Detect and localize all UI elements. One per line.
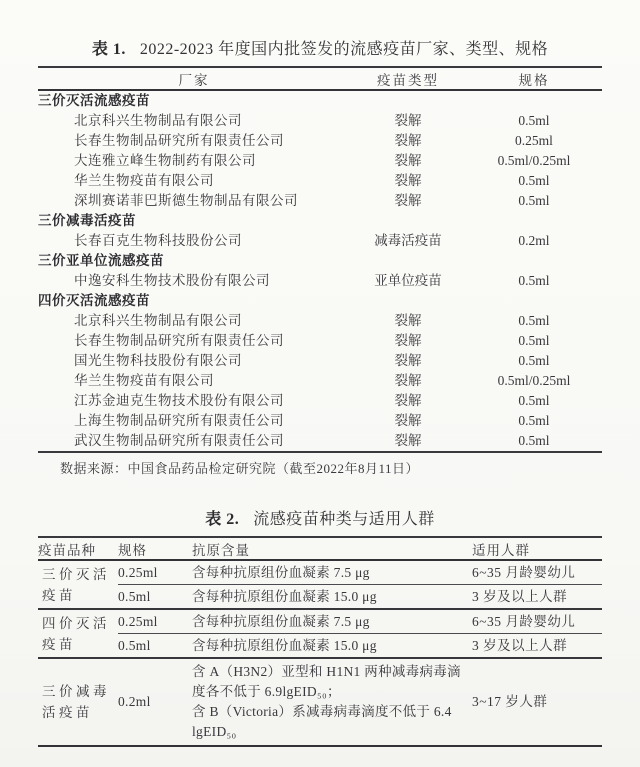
spec-cell: 0.5ml: [518, 333, 550, 348]
table1-source-note: 数据来源：中国食品药品检定研究院（截至2022年8月11日）: [60, 461, 420, 476]
t2-header-antigen: 抗原含量: [192, 537, 472, 560]
manufacturer-cell: 长春生物制品研究所有限责任公司: [74, 333, 284, 348]
table2-row: [38, 585, 602, 610]
t2-header-spec: 规格: [118, 537, 192, 560]
antigen-cell: [192, 609, 472, 634]
table1-section-row: [38, 291, 602, 311]
spec-cell: 0.5ml: [518, 273, 550, 288]
table1-row: [38, 391, 602, 411]
vaccine-type-cell: 裂解: [394, 193, 422, 208]
table1-row: [38, 111, 602, 131]
section-name: 三价减毒活疫苗: [38, 213, 136, 228]
vaccine-type-cell: 裂解: [394, 433, 422, 448]
manufacturer-cell: 北京科兴生物制品有限公司: [74, 313, 242, 328]
table1-vaccine-manufacturers: [38, 66, 602, 453]
population-cell: 3 岁及以上人群: [472, 585, 602, 610]
table1-row: [38, 431, 602, 452]
table1-row: [38, 351, 602, 371]
spec-cell: 0.5ml: [518, 393, 550, 408]
table2-header-row: [38, 537, 602, 560]
vaccine-type-cell: 裂解: [394, 113, 422, 128]
table2-row: [38, 634, 602, 659]
population-cell: 3 岁及以上人群: [472, 634, 602, 659]
antigen-cell: [192, 634, 472, 659]
spec-cell: 0.2ml: [518, 233, 550, 248]
manufacturer-cell: 中逸安科生物技术股份有限公司: [74, 273, 270, 288]
antigen-cell: [192, 560, 472, 585]
t2-header-variety: 疫苗品种: [38, 537, 118, 560]
table1-row: [38, 151, 602, 171]
table1-row: [38, 231, 602, 251]
spec-cell: 0.5ml: [518, 413, 550, 428]
population-cell: 3~17 岁人群: [472, 694, 548, 709]
table1-section-row: [38, 251, 602, 271]
manufacturer-cell: 国光生物科技股份有限公司: [74, 353, 242, 368]
table2-body: [38, 560, 602, 746]
manufacturer-cell: 上海生物制品研究所有限责任公司: [74, 413, 284, 428]
manufacturer-cell: 长春生物制品研究所有限责任公司: [74, 133, 284, 148]
table2-row: [38, 560, 602, 585]
table1-row: [38, 331, 602, 351]
vaccine-type-cell: 裂解: [394, 133, 422, 148]
table2-section: [38, 506, 602, 747]
vaccine-type-cell: 裂解: [394, 393, 422, 408]
table1-row: [38, 271, 602, 291]
variety-cell: 四价灭活疫苗: [38, 609, 118, 658]
vaccine-type-cell: 裂解: [394, 153, 422, 168]
manufacturer-cell: 长春百克生物科技股份公司: [74, 233, 242, 248]
vaccine-type-cell: 裂解: [394, 333, 422, 348]
manufacturer-cell: 武汉生物制品研究所有限责任公司: [74, 433, 284, 448]
vaccine-type-cell: 裂解: [394, 373, 422, 388]
spec-cell: 0.5ml: [118, 634, 192, 659]
table1-row: [38, 191, 602, 211]
table2-title: [38, 506, 602, 529]
manufacturer-cell: 北京科兴生物制品有限公司: [74, 113, 242, 128]
table2-vaccine-populations: [38, 536, 602, 747]
table2-title-label: 表 2.: [205, 511, 240, 528]
population-cell: 6~35 月龄婴幼儿: [472, 560, 602, 585]
table1-row: [38, 171, 602, 191]
spec-cell: 0.5ml: [518, 433, 550, 448]
table1-row: [38, 311, 602, 331]
spec-cell: 0.5ml/0.25ml: [497, 373, 571, 388]
variety-cell: 三价减毒活疫苗: [42, 684, 110, 720]
table1-header-row: [38, 67, 602, 90]
spec-cell: 0.5ml: [518, 353, 550, 368]
spec-cell: 0.5ml: [518, 113, 550, 128]
table1-section-row: [38, 90, 602, 111]
t1-header-spec: 规格: [466, 67, 602, 90]
spec-cell: 0.5ml: [518, 313, 550, 328]
variety-cell: 三价灭活疫苗: [38, 560, 118, 609]
antigen-line: 含 A（H3N2）亚型和 H1N1 两种减毒病毒滴度各不低于 6.9lgEID₅₀；: [192, 664, 461, 699]
t1-header-manufacturer: 厂家: [38, 67, 350, 90]
antigen-line: 含 B（Victoria）系减毒病毒滴度不低于 6.4 lgEID₅₀: [192, 704, 452, 739]
t2-header-population: 适用人群: [472, 537, 602, 560]
antigen-line: 含每种抗原组份血凝素 15.0 μg: [192, 637, 377, 653]
manufacturer-cell: 江苏金迪克生物技术股份有限公司: [74, 393, 284, 408]
population-cell: 6~35 月龄婴幼儿: [472, 609, 602, 634]
spec-cell: 0.5ml: [118, 585, 192, 610]
vaccine-type-cell: 裂解: [394, 173, 422, 188]
table2-title-text: 流感疫苗种类与适用人群: [253, 511, 435, 528]
table1-body: [38, 90, 602, 452]
table1-title-text: 2022-2023 年度国内批签发的流感疫苗厂家、类型、规格: [139, 41, 549, 58]
vaccine-type-cell: 减毒活疫苗: [374, 233, 442, 248]
spec-cell: 0.25ml: [515, 133, 553, 148]
spec-cell: 0.25ml: [118, 560, 192, 585]
vaccine-type-cell: 裂解: [394, 413, 422, 428]
table1-row: [38, 371, 602, 391]
table2-row: [38, 658, 602, 746]
manufacturer-cell: 大连雅立峰生物制药有限公司: [74, 153, 256, 168]
manufacturer-cell: 华兰生物疫苗有限公司: [74, 373, 214, 388]
antigen-cell: [192, 658, 472, 746]
spec-cell: 0.5ml: [518, 193, 550, 208]
table2-row: [38, 609, 602, 634]
manufacturer-cell: 深圳赛诺菲巴斯德生物制品有限公司: [74, 193, 298, 208]
table1-row: [38, 131, 602, 151]
section-name: 三价灭活流感疫苗: [38, 93, 150, 108]
spec-cell: 0.5ml/0.25ml: [497, 153, 571, 168]
section-name: 四价灭活流感疫苗: [38, 293, 150, 308]
antigen-line: 含每种抗原组份血凝素 15.0 μg: [192, 588, 377, 604]
vaccine-type-cell: 裂解: [394, 353, 422, 368]
t1-header-vaccine-type: 疫苗类型: [350, 67, 466, 90]
spec-cell: 0.2ml: [118, 694, 151, 709]
manufacturer-cell: 华兰生物疫苗有限公司: [74, 173, 214, 188]
table1-title-label: 表 1.: [91, 41, 126, 58]
vaccine-type-cell: 亚单位疫苗: [374, 273, 442, 288]
table1-row: [38, 411, 602, 431]
spec-cell: 0.5ml: [518, 173, 550, 188]
table1-title: [38, 36, 602, 59]
table1-section-row: [38, 211, 602, 231]
section-name: 三价亚单位流感疫苗: [38, 253, 164, 268]
antigen-cell: [192, 585, 472, 610]
antigen-line: 含每种抗原组份血凝素 7.5 μg: [192, 613, 370, 629]
vaccine-type-cell: 裂解: [394, 313, 422, 328]
antigen-line: 含每种抗原组份血凝素 7.5 μg: [192, 564, 370, 580]
spec-cell: 0.25ml: [118, 609, 192, 634]
